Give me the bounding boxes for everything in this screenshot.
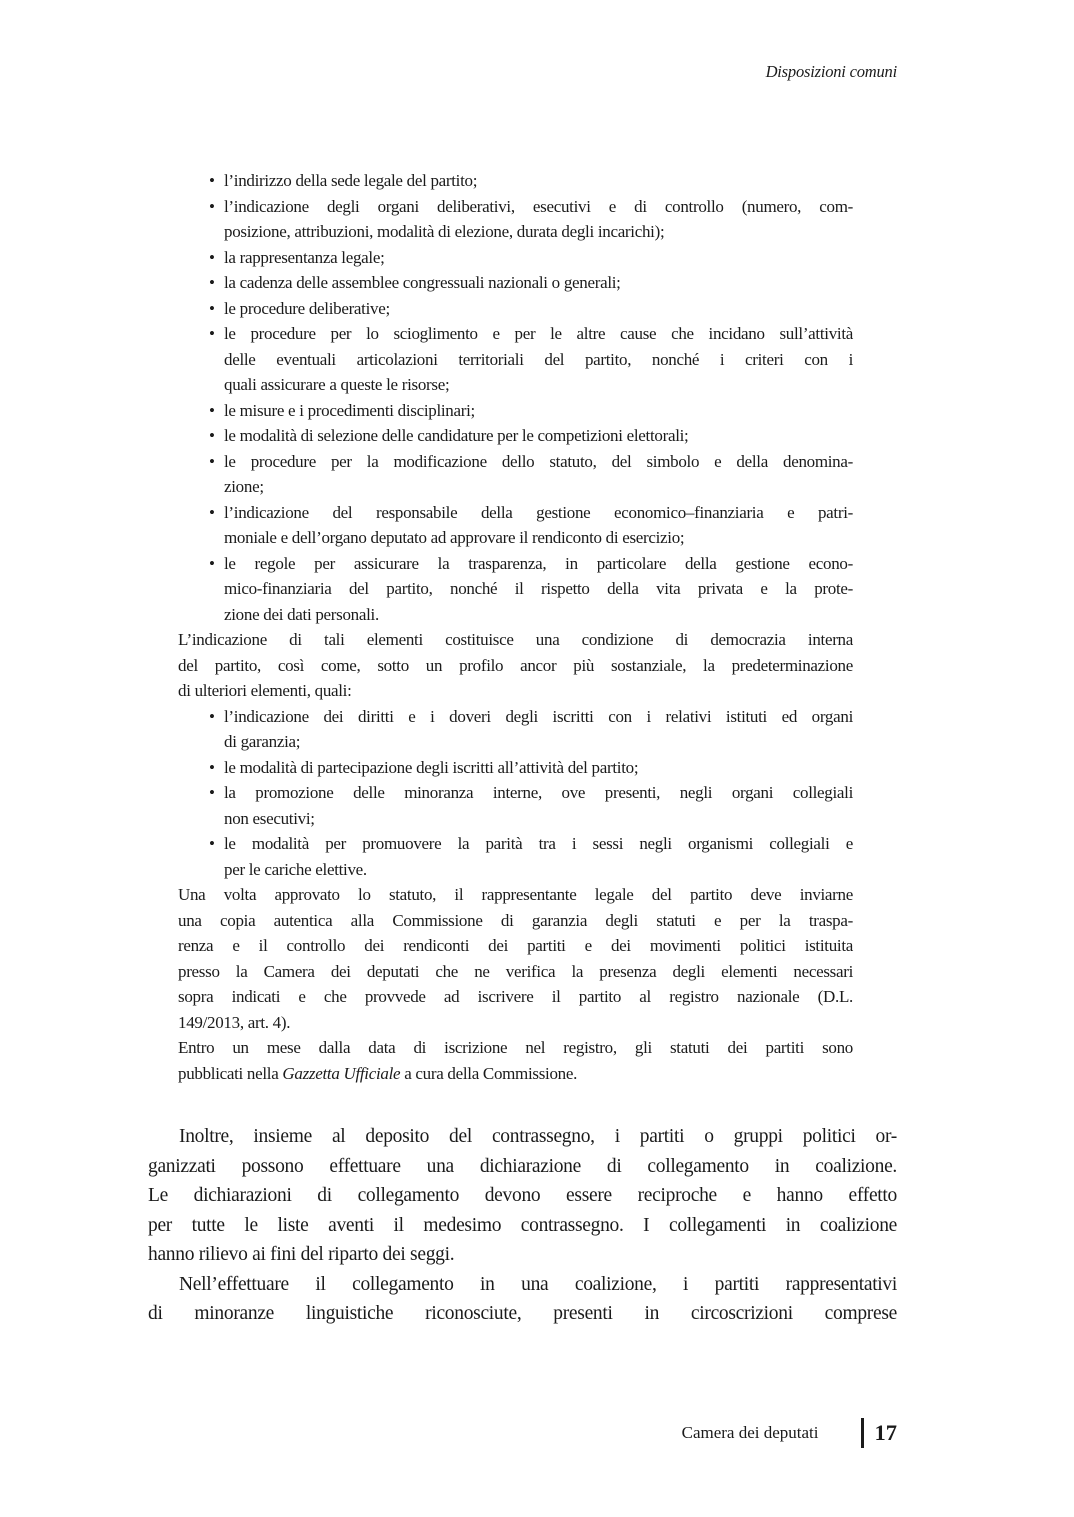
text-line: per tutte le liste aventi il medesimo contrassegno. I collegamenti in coalizione [148,1214,897,1236]
bullet-icon: • [209,324,215,343]
bullet-icon: • [209,783,215,802]
text-line: sopra indicati e che provvede ad iscrivere il partito al registro nazionale (D.L. [178,987,853,1006]
text-line: le modalità di selezione delle candidature per le competizioni elettorali; [224,426,689,445]
footer-publisher: Camera dei deputati [681,1423,819,1442]
text-line: una copia autentica alla Commissione di garanzia degli statuti e per la traspa- [178,910,853,930]
bullet-icon: • [209,706,215,726]
bullet-icon: • [209,400,215,420]
bullet-item [178,449,853,500]
text-line: di garanzia; [224,732,301,751]
bullet-icon: • [209,298,215,318]
text-line: la cadenza delle assemblee congressuali nazionali o generali; [224,273,621,292]
block-paragraph [178,882,853,1035]
bullet-icon: • [209,757,215,777]
body-text [148,1122,897,1329]
text-line: 149/2013, art. 4). [178,1012,291,1032]
bullet-icon: • [209,196,215,216]
bullet-item [178,831,853,882]
text-line: l’indirizzo della sede legale del partito; [224,171,478,190]
bullet-item [178,168,853,194]
bullet-icon: • [209,834,215,853]
page-footer [682,1418,897,1448]
bullet-item [178,270,853,296]
statute-requirements-block [178,168,853,1086]
text-line: hanno rilievo ai fini del riparto dei seggi. [148,1244,455,1265]
footer-divider [861,1418,864,1448]
text-line: le regole per assicurare la trasparenza, in particolare della gestione econo- [224,553,853,573]
body-paragraph [148,1270,897,1329]
text-line: Inoltre, insieme al deposito del contrassegno, i partiti o gruppi politici or- [179,1126,897,1147]
bullet-icon: • [209,553,215,573]
text-line: posizione, attribuzioni, modalità di elezione, durata degli incarichi); [224,222,665,241]
text-line: mico-finanziaria del partito, nonché il rispetto della vita privata e la prote- [224,579,853,598]
bullet-icon: • [209,426,215,445]
bullet-icon: • [209,247,215,267]
bullet-item [178,194,853,245]
text-line: l’indicazione dei diritti e i doveri degli iscritti con i relativi istituti ed organi [224,706,853,726]
bullet-item [178,780,853,831]
bullet-item [178,398,853,424]
text-line: le procedure per lo scioglimento e per le altre cause che incidano sull’attività [224,324,853,343]
text-line: ganizzati possono effettuare una dichiarazione di collegamento in coalizione. [148,1155,897,1177]
text-line: pubblicati nella Gazzetta Ufficiale a cura della Commissione. [178,1063,578,1083]
bullet-item [178,245,853,271]
text-line: renza e il controllo dei rendiconti dei partiti e dei movimenti politici istituita [178,936,853,955]
text-line: le procedure deliberative; [224,298,390,318]
text-line: quali assicurare a queste le risorse; [224,375,450,394]
text-line: di ulteriori elementi, quali: [178,681,352,700]
bullet-item [178,321,853,398]
text-line: la promozione delle minoranza interne, ove presenti, negli organi collegiali [224,783,853,802]
text-line: le misure e i procedimenti disciplinari; [224,400,475,420]
text-line: presso la Camera dei deputati che ne verifica la presenza degli elementi necessari [178,961,853,981]
text-line: moniale e dell’organo deputato ad approvare il rendiconto di esercizio; [224,528,685,547]
text-line: la rappresentanza legale; [224,247,385,267]
bullet-item [178,500,853,551]
block-paragraph [178,1035,853,1086]
text-line: l’indicazione degli organi deliberativi, esecutivi e di controllo (numero, com- [224,196,853,216]
running-header: Disposizioni comuni [765,62,897,81]
bullet-icon: • [209,171,215,190]
text-line: zione dei dati personali. [224,604,379,624]
text-line: Le dichiarazioni di collegamento devono essere reciproche e hanno effetto [148,1185,897,1206]
text-line: Entro un mese dalla data di iscrizione nel registro, gli statuti dei partiti sono [178,1038,853,1057]
bullet-item [178,551,853,628]
text-line: Nell’effettuare il collegamento in una coalizione, i partiti rappresentativi [179,1273,897,1295]
text-line: di minoranze linguistiche riconosciute, presenti in circoscrizioni comprese [148,1303,897,1324]
bullet-icon: • [209,273,215,292]
bullet-item [178,755,853,781]
text-line: le procedure per la modificazione dello statuto, del simbolo e della denomina- [224,451,853,471]
block-paragraph [178,627,853,704]
body-paragraph [148,1122,897,1270]
text-line: per le cariche elettive. [224,859,367,879]
text-line: del partito, così come, sotto un profilo ancor più sostanziale, la predeterminazione [178,655,853,675]
text-line: le modalità di partecipazione degli iscritti all’attività del partito; [224,757,639,777]
bullet-item [178,423,853,449]
bullet-icon: • [209,451,215,471]
text-line: Una volta approvato lo statuto, il rappresentante legale del partito deve inviarne [178,885,853,904]
text-line: le modalità per promuovere la parità tra i sessi negli organismi collegiali e [224,834,853,853]
bullet-item [178,296,853,322]
text-line: delle eventuali articolazioni territoriali del partito, nonché i criteri con i [224,349,853,369]
text-line: zione; [224,477,264,496]
text-line: non esecutivi; [224,808,315,828]
bullet-item [178,704,853,755]
text-line: L’indicazione di tali elementi costituisce una condizione di democrazia interna [178,630,853,649]
text-line: l’indicazione del responsabile della gestione economico–finanziaria e patri- [224,502,853,522]
bullet-icon: • [209,502,215,522]
page-number: 17 [874,1420,897,1445]
